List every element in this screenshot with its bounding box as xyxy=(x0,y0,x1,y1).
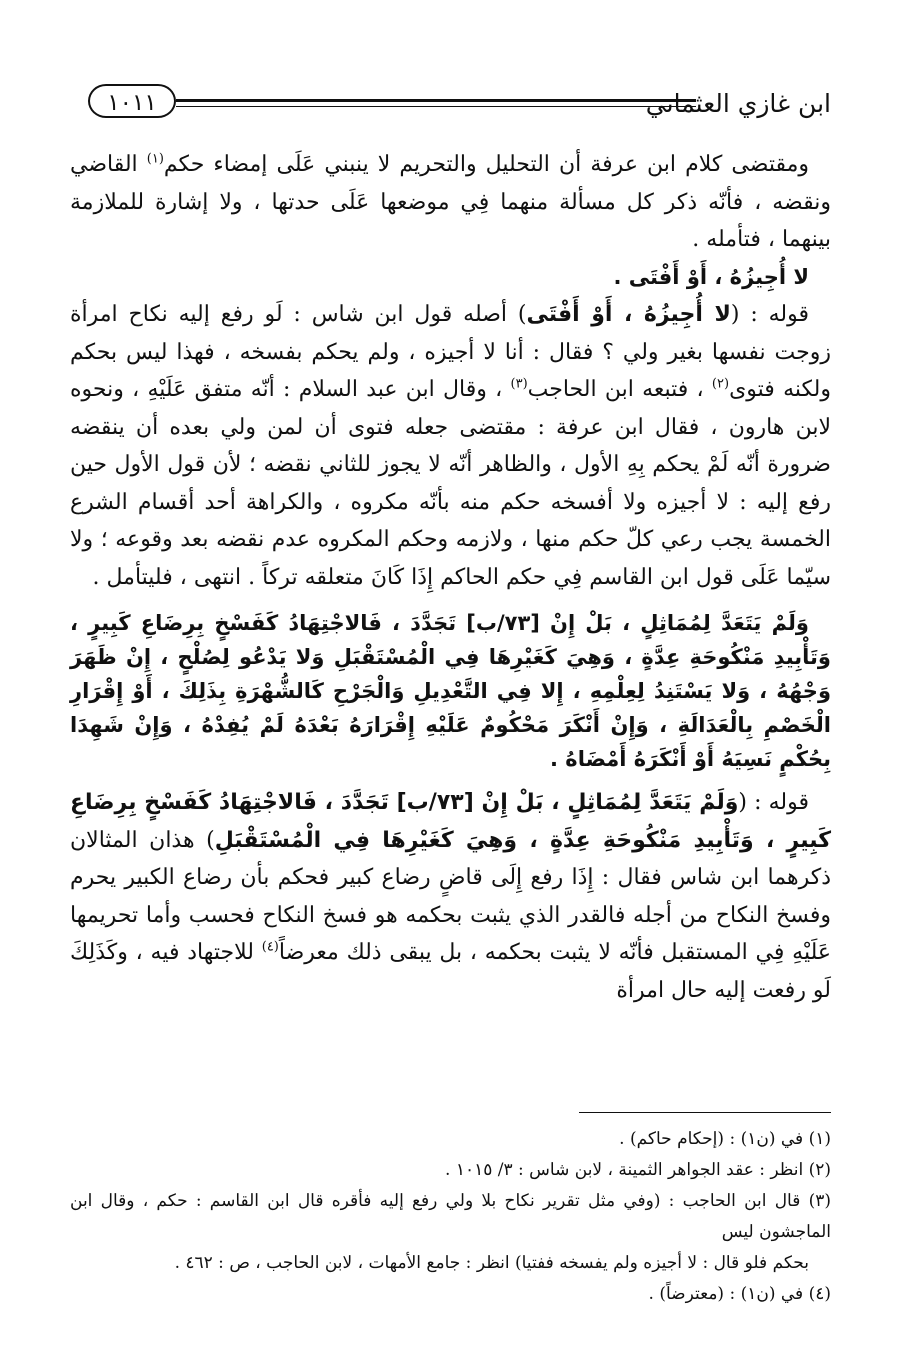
paragraph-2-quote: لا أُجِيزُهُ ، أَوْ أَفْتَى xyxy=(526,302,731,327)
paragraph-2-text-2: ، فتبعه ابن الحاجب xyxy=(527,377,712,402)
footnote-2: (٢) انظر : عقد الجواهر الثمينة ، لابن شاس : ٣/ ١٠١٥ . xyxy=(445,1160,831,1180)
paragraph-2-text: ) أصله قول ابن شاس : لَو رفع إليه نكاح امرأة زوجت نفسها بغير ولي ؟ فقال : أنا لا أجيزه ، ولم يحكم بفسخه ، فهذا ليس بحكم ولكنه فتوى xyxy=(70,302,831,402)
footnote-ref-1: (١) xyxy=(146,151,164,167)
matn-heading: لا أُجِيزُهُ ، أَوْ أَفْتَى . xyxy=(613,264,809,289)
paragraph-2 xyxy=(70,296,831,596)
paragraph-1 xyxy=(70,146,831,259)
header-rule-thin xyxy=(176,106,696,107)
footnote-3: (٣) قال ابن الحاجب : (وفي مثل تقرير نكاح بلا ولي رفع إليه فأقره قال ابن القاسم : حكم ، وقال ابن الماجشون ليس xyxy=(70,1191,831,1242)
footnote-3-continued: بحكم فلو قال : لا أجيزه ولم يفسخه ففتيا) انظر : جامع الأمهات ، لابن الحاجب ، ص : ٤٦٢ . xyxy=(174,1253,809,1273)
paragraph-2-text-3: ، وقال ابن عبد السلام : أنّه متفق عَلَيْهِ ، ونحوه لابن هارون ، فقال ابن عرفة : مقتضى جعله فتوى أن لمن ولي بعده أن ينقضه ضرورة أنّه لَمْ يحكم بِهِ الأول ، والظاهر أنّه لا يجوز للثاني نقضه ؛ لأن قول الأول حين رفع إليه : لا أجيزه ولا أفسخه حكم منه بأنّه مكروه ، والكراهة أحد أقسام الشرع الخمسة يجب رعي كلّ حكم منها ، ولازمه وحكم المكروه عدم نقضه بعد وقوعه ؛ ولا سيّما عَلَى قول ابن القاسم فِي حكم الحاكم إِذَا كَانَ متعلقه تركاً . انتهى ، فليتأمل . xyxy=(70,377,831,590)
footnote-ref-4: (٤) xyxy=(261,939,279,955)
paragraph-3-open: قوله : ( xyxy=(738,790,809,815)
footnotes xyxy=(70,1124,831,1310)
paragraph-3 xyxy=(70,784,831,1009)
page-number: ١٠١١ xyxy=(88,84,176,118)
header-rule xyxy=(176,99,696,102)
main-text xyxy=(70,146,831,1009)
paragraph-3-quote: وَلَمْ يَتَعَدَّ لِمُمَاثِلٍ ، بَلْ إِنْ [٧٣/ب] تَجَدَّدَ ، فَالاجْتِهَادُ كَفَسْخٍ بِرِضَاعِ كَبِيرٍ ، وَتَأْبِيدِ مَنْكُوحَةِ عِدَّةٍ ، وَهِيَ كَغَيْرِهَا فِي الْمُسْتَقْبَلِ xyxy=(70,790,831,853)
running-title: ابن غازي العثماني xyxy=(645,89,831,118)
footnote-1: (١) في (ن١) : (إحكام حاكم) . xyxy=(619,1129,831,1149)
paragraph-1-rest: القاضي ونقضه ، فأنّه ذكر كل مسألة منهما فِي موضعها عَلَى حدتها ، ولا إشارة للملازمة بينهما ، فتأمله . xyxy=(70,152,831,252)
paragraph-2-open: قوله : ( xyxy=(730,302,810,327)
paragraph-1-text: ومقتضى كلام ابن عرفة أن التحليل والتحريم لا ينبني عَلَى إمضاء حكم xyxy=(163,152,809,177)
matn-block: وَلَمْ يَتَعَدَّ لِمُمَاثِلٍ ، بَلْ إِنْ [٧٣/ب] تَجَدَّدَ ، فَالاجْتِهَادُ كَفَسْخٍ بِرِضَاعِ كَبِيرٍ ، وَتَأْبِيدِ مَنْكُوحَةِ عِدَّةٍ ، وَهِيَ كَغَيْرِهَا فِي الْمُسْتَقْبَلِ وَلا يَدْعُو لِصُلْحٍ ، إِنْ ظَهَرَ وَجْهُهُ ، وَلا يَسْتَنِدُ لِعِلْمِهِ ، إِلا فِي التَّعْدِيلِ وَالْجَرْحِ كَالشُّهْرَةِ بِذَلِكَ ، أَوْ إِقْرَارِ الْخَصْمِ بِالْعَدَالَةِ ، وَإِنْ أَنْكَرَ مَحْكُومٌ عَلَيْهِ إِقْرَارَهُ بَعْدَهُ لَمْ يُفِدْهُ ، وَإِنْ شَهِدَا بِحُكْمٍ نَسِيَهُ أَوْ أَنْكَرَهُ أَمْضَاهُ . xyxy=(70,611,831,771)
footnote-ref-3: (٣) xyxy=(510,376,528,392)
footnote-separator xyxy=(579,1112,831,1113)
footnote-4: (٤) في (ن١) : (معترضاً) . xyxy=(648,1284,831,1304)
footnote-ref-2: (٢) xyxy=(711,376,730,392)
paragraph-3-text: ) هذان المثالان ذكرهما ابن شاس فقال : إِذَا رفع إِلَى قاضٍ رضاع كبير فحكم بأن رضاع الكبير يحرم وفسخ النكاح من أجله فالقدر الذي يثبت بحكمه هو فسخ النكاح فحسب وأما تحريمها عَلَيْهِ فِي المستقبل فأنّه لا يثبت بحكمه ، بل يبقى ذلك معرضاً xyxy=(70,827,831,965)
paragraph-3-rest: للاجتهاد فيه ، وكَذَلِكَ لَو رفعت إليه حال امرأة xyxy=(70,940,831,1003)
